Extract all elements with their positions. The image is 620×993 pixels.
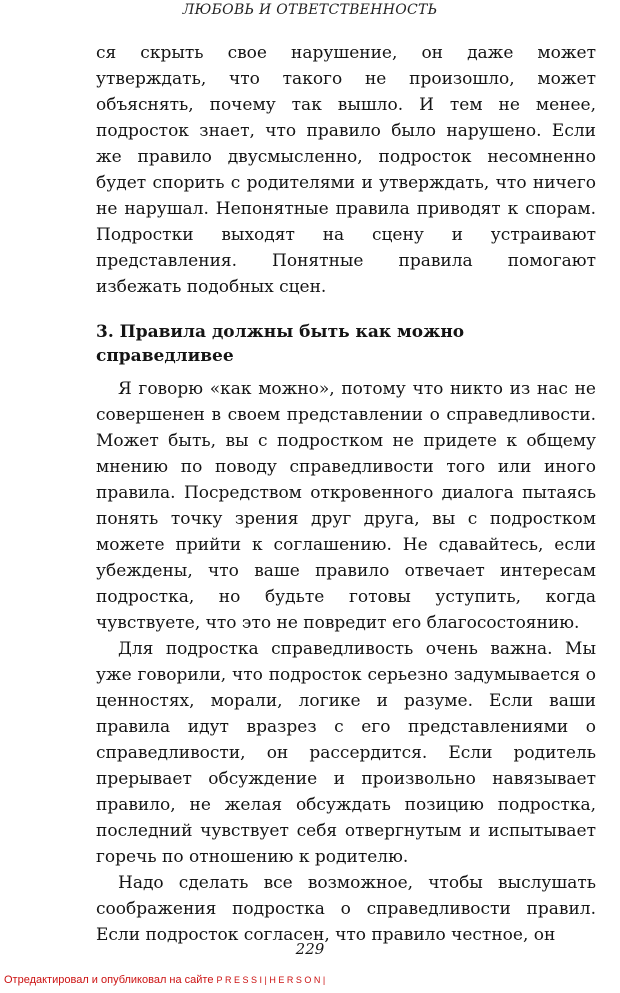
running-head: ЛЮБОВЬ И ОТВЕТСТВЕННОСТЬ xyxy=(182,2,438,18)
paragraph: Для подростка справедливость очень важна. Мы уже говорили, что подросток серьезно задумывается о ценностях, морали, логике и разуме. Если ваши правила идут вразрез с его представлениями о справедливости, он рассердится. Если родитель прерывает обсуждение и произвольно навязывает правило, не желая обсуждать позицию подростка, последний чувствует себя отвергнутым и испытывает горечь по отношению к родителю. xyxy=(96,639,596,867)
paragraph-continued: ся скрыть свое нарушение, он даже может утверждать, что такого не произошло, может объяснять, почему так вышло. И тем не менее, подросток знает, что правило было нарушено. Если же правило двусмысленно, подросток несомненно будет спорить с родителями и утверждать, что ничего не нарушал. Непонятные правила приводят к спорам. Подростки выходят на сцену и устраивают представления. Понятные правила помогают избежать подобных сцен. xyxy=(96,43,596,297)
credit-site: PRESSI|HERSON| xyxy=(216,975,328,985)
paragraph: Надо сделать все возможное, чтобы выслушать соображения подростка о справедливости правил. Если подросток согласен, что правило честное, он xyxy=(96,873,596,945)
publisher-credit xyxy=(4,974,328,986)
page-number: 229 xyxy=(295,940,325,958)
paragraph: Я говорю «как можно», потому что никто из нас не совершенен в своем представлении о справедливости. Может быть, вы с подростком не придете к общему мнению по поводу справедливости того или иного правила. Посредством откровенного диалога пытаясь понять точку зрения друг друга, вы с подростком можете прийти к соглашению. Не сдавайтесь, если убеждены, что ваше правило отвечает интересам подростка, но будьте готовы уступить, когда чувствуете, что это не повредит его благосостоянию. xyxy=(96,379,596,633)
page-body xyxy=(96,40,596,948)
credit-text: Отредактировал и опубликовал на сайте xyxy=(4,974,214,986)
section-heading: 3. Правила должны быть как можно справедливее xyxy=(96,322,465,366)
